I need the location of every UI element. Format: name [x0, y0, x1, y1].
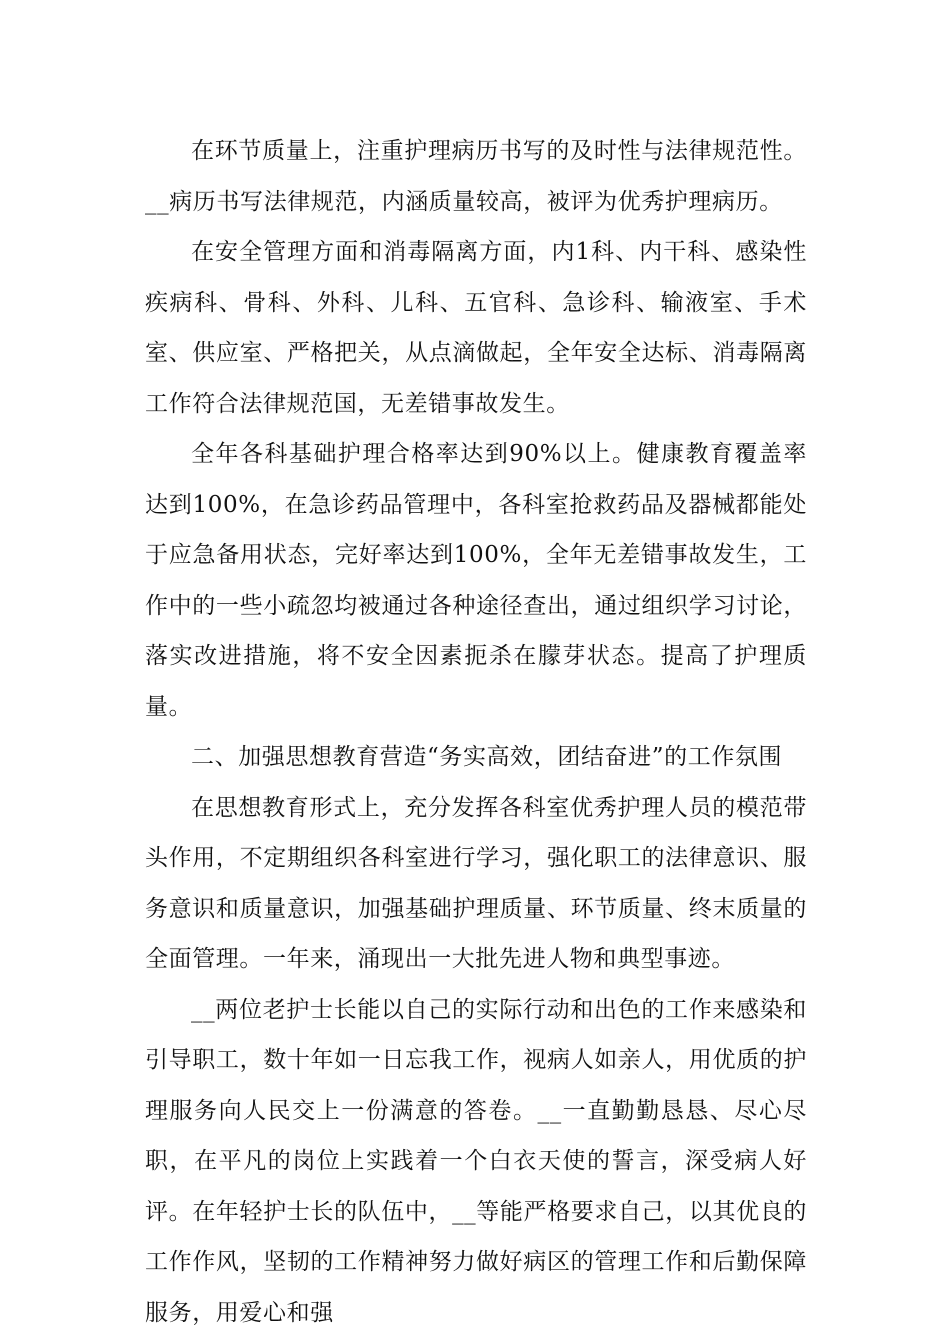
paragraph-link-quality: 在环节质量上，注重护理病历书写的及时性与法律规范性。__病历书写法律规范，内涵质量较高，被评为优秀护理病历。 [145, 138, 807, 215]
section-heading-ideological-education: 二、加强思想教育营造“务实高效，团结奋进”的工作氛围 [191, 744, 783, 770]
document-body [145, 126, 807, 1338]
paragraph-safety-management: 在安全管理方面和消毒隔离方面，内1科、内干科、感染性疾病科、骨科、外科、儿科、五官科、急诊科、输液室、手术室、供应室、严格把关，从点滴做起，全年安全达标、消毒隔离工作符合法律规范国，无差错事故发生。 [145, 239, 807, 417]
paragraph-education-form: 在思想教育形式上，充分发挥各科室优秀护理人员的模范带头作用，不定期组织各科室进行学习，强化职工的法律意识、服务意识和质量意识，加强基础护理质量、环节质量、终末质量的全面管理。一年来，涌现出一大批先进人物和典型事迹。 [145, 794, 807, 972]
paragraph-nursing-rates: 全年各科基础护理合格率达到90%以上。健康教育覆盖率达到100%，在急诊药品管理中，各科室抢救药品及器械都能处于应急备用状态，完好率达到100%，全年无差错事故发生，工作中的一些小疏忽均被通过各种途径查出，通过组织学习讨论，落实改进措施，将不安全因素扼杀在朦芽状态。提高了护理质量。 [145, 441, 807, 720]
paragraph-head-nurses: __两位老护士长能以自己的实际行动和出色的工作来感染和引导职工，数十年如一日忘我工作，视病人如亲人，用优质的护理服务向人民交上一份满意的答卷。__一直勤勤恳恳、尽心尽职，在平凡的岗位上实践着一个白衣天使的誓言，深受病人好评。在年轻护士长的队伍中，__等能严格要求自己，以其优良的工作作风，坚韧的工作精神努力做好病区的管理工作和后勤保障服务，用爱心和强 [145, 996, 807, 1326]
